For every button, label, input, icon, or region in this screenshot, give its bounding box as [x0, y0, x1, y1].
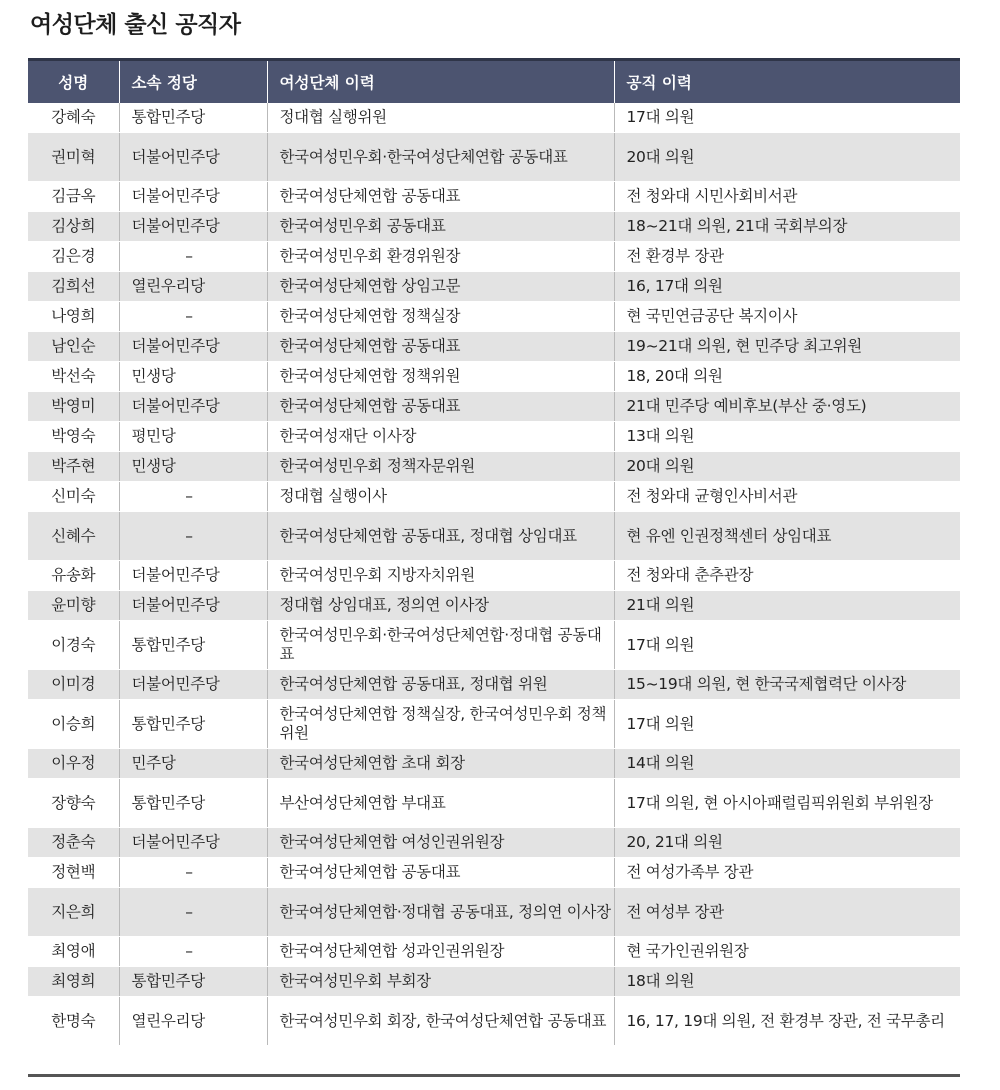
- cell-office: 16, 17대 의원: [614, 272, 960, 302]
- cell-office: 21대 의원: [614, 591, 960, 621]
- cell-history: 한국여성단체연합 성과인권위원장: [267, 937, 614, 967]
- cell-name: 나영희: [28, 302, 119, 332]
- cell-party: 열린우리당: [119, 997, 267, 1046]
- cell-party: 평민당: [119, 422, 267, 452]
- cell-office: 17대 의원: [614, 621, 960, 670]
- table-row: [28, 779, 960, 828]
- cell-history: 한국여성단체연합 초대 회장: [267, 749, 614, 779]
- cell-party: 통합민주당: [119, 621, 267, 670]
- header-history: 여성단체 이력: [267, 60, 614, 104]
- table-row: [28, 302, 960, 332]
- cell-history: 한국여성민우회 정책자문위원: [267, 452, 614, 482]
- cell-history: 정대협 상임대표, 정의연 이사장: [267, 591, 614, 621]
- cell-party: 통합민주당: [119, 700, 267, 749]
- cell-history: 한국여성단체연합 공동대표: [267, 332, 614, 362]
- cell-history: 한국여성민우회 지방자치위원: [267, 561, 614, 591]
- cell-history: 한국여성단체연합 정책위원: [267, 362, 614, 392]
- cell-name: 유송화: [28, 561, 119, 591]
- table-row: [28, 512, 960, 561]
- table-row: [28, 133, 960, 182]
- cell-history: 한국여성민우회 공동대표: [267, 212, 614, 242]
- cell-name: 신혜수: [28, 512, 119, 561]
- cell-party: –: [119, 937, 267, 967]
- officials-table: [28, 58, 960, 1046]
- cell-office: 17대 의원: [614, 103, 960, 133]
- cell-name: 신미숙: [28, 482, 119, 512]
- cell-name: 장향숙: [28, 779, 119, 828]
- table-bottom-rule: [28, 1074, 960, 1077]
- cell-office: 16, 17, 19대 의원, 전 환경부 장관, 전 국무총리: [614, 997, 960, 1046]
- header-row: [28, 60, 960, 104]
- cell-party: 통합민주당: [119, 779, 267, 828]
- cell-party: 민생당: [119, 362, 267, 392]
- cell-name: 김희선: [28, 272, 119, 302]
- cell-name: 이미경: [28, 670, 119, 700]
- cell-party: 더불어민주당: [119, 392, 267, 422]
- table-row: [28, 272, 960, 302]
- table-row: [28, 700, 960, 749]
- cell-name: 정현백: [28, 858, 119, 888]
- cell-history: 한국여성민우회 환경위원장: [267, 242, 614, 272]
- table-body: [28, 103, 960, 1046]
- cell-party: –: [119, 482, 267, 512]
- cell-name: 이승희: [28, 700, 119, 749]
- cell-history: 한국여성단체연합 정책실장, 한국여성민우회 정책위원: [267, 700, 614, 749]
- cell-name: 강혜숙: [28, 103, 119, 133]
- header-name: 성명: [28, 60, 119, 104]
- cell-party: 더불어민주당: [119, 182, 267, 212]
- table-row: [28, 670, 960, 700]
- cell-party: 더불어민주당: [119, 332, 267, 362]
- cell-history: 한국여성단체연합 공동대표: [267, 182, 614, 212]
- cell-office: 전 청와대 춘추관장: [614, 561, 960, 591]
- cell-party: 통합민주당: [119, 967, 267, 997]
- cell-office: 13대 의원: [614, 422, 960, 452]
- cell-history: 한국여성단체연합 공동대표, 정대협 상임대표: [267, 512, 614, 561]
- cell-office: 20대 의원: [614, 133, 960, 182]
- cell-name: 김은경: [28, 242, 119, 272]
- cell-history: 한국여성단체연합 여성인권위원장: [267, 828, 614, 858]
- cell-name: 김금옥: [28, 182, 119, 212]
- cell-party: –: [119, 302, 267, 332]
- cell-party: 더불어민주당: [119, 670, 267, 700]
- table-row: [28, 212, 960, 242]
- cell-history: 한국여성민우회·한국여성단체연합·정대협 공동대표: [267, 621, 614, 670]
- table-row: [28, 561, 960, 591]
- cell-office: 전 환경부 장관: [614, 242, 960, 272]
- cell-office: 전 여성가족부 장관: [614, 858, 960, 888]
- cell-office: 전 여성부 장관: [614, 888, 960, 937]
- cell-name: 최영희: [28, 967, 119, 997]
- cell-party: 더불어민주당: [119, 828, 267, 858]
- cell-history: 한국여성단체연합 정책실장: [267, 302, 614, 332]
- cell-office: 현 유엔 인권정책센터 상임대표: [614, 512, 960, 561]
- cell-history: 한국여성단체연합 공동대표, 정대협 위원: [267, 670, 614, 700]
- cell-name: 박주현: [28, 452, 119, 482]
- cell-history: 한국여성단체연합 상임고문: [267, 272, 614, 302]
- table-row: [28, 888, 960, 937]
- cell-party: 민주당: [119, 749, 267, 779]
- cell-name: 윤미향: [28, 591, 119, 621]
- table-row: [28, 182, 960, 212]
- table-row: [28, 749, 960, 779]
- cell-office: 18~21대 의원, 21대 국회부의장: [614, 212, 960, 242]
- cell-office: 전 청와대 균형인사비서관: [614, 482, 960, 512]
- cell-office: 19~21대 의원, 현 민주당 최고위원: [614, 332, 960, 362]
- cell-office: 18대 의원: [614, 967, 960, 997]
- table-row: [28, 621, 960, 670]
- cell-history: 정대협 실행위원: [267, 103, 614, 133]
- officials-table-wrapper: [28, 58, 960, 1046]
- cell-party: 열린우리당: [119, 272, 267, 302]
- cell-name: 최영애: [28, 937, 119, 967]
- cell-office: 전 청와대 시민사회비서관: [614, 182, 960, 212]
- cell-party: –: [119, 242, 267, 272]
- table-row: [28, 362, 960, 392]
- cell-name: 박영숙: [28, 422, 119, 452]
- table-row: [28, 997, 960, 1046]
- cell-party: –: [119, 888, 267, 937]
- cell-name: 한명숙: [28, 997, 119, 1046]
- cell-history: 한국여성민우회·한국여성단체연합 공동대표: [267, 133, 614, 182]
- table-row: [28, 482, 960, 512]
- cell-name: 박영미: [28, 392, 119, 422]
- cell-history: 한국여성단체연합·정대협 공동대표, 정의연 이사장: [267, 888, 614, 937]
- table-row: [28, 422, 960, 452]
- cell-history: 한국여성민우회 부회장: [267, 967, 614, 997]
- header-party: 소속 정당: [119, 60, 267, 104]
- cell-party: 더불어민주당: [119, 561, 267, 591]
- cell-office: 18, 20대 의원: [614, 362, 960, 392]
- header-office: 공직 이력: [614, 60, 960, 104]
- cell-history: 한국여성민우회 회장, 한국여성단체연합 공동대표: [267, 997, 614, 1046]
- cell-party: 통합민주당: [119, 103, 267, 133]
- table-row: [28, 937, 960, 967]
- cell-name: 지은희: [28, 888, 119, 937]
- table-row: [28, 392, 960, 422]
- cell-party: –: [119, 858, 267, 888]
- table-row: [28, 103, 960, 133]
- table-row: [28, 828, 960, 858]
- cell-history: 정대협 실행이사: [267, 482, 614, 512]
- cell-office: 현 국가인권위원장: [614, 937, 960, 967]
- table-row: [28, 967, 960, 997]
- page-title: 여성단체 출신 공직자: [30, 12, 241, 38]
- cell-party: –: [119, 512, 267, 561]
- cell-history: 한국여성재단 이사장: [267, 422, 614, 452]
- cell-office: 20대 의원: [614, 452, 960, 482]
- cell-party: 더불어민주당: [119, 133, 267, 182]
- cell-party: 민생당: [119, 452, 267, 482]
- cell-name: 정춘숙: [28, 828, 119, 858]
- cell-party: 더불어민주당: [119, 591, 267, 621]
- cell-name: 김상희: [28, 212, 119, 242]
- cell-office: 17대 의원: [614, 700, 960, 749]
- cell-name: 남인순: [28, 332, 119, 362]
- cell-history: 한국여성단체연합 공동대표: [267, 392, 614, 422]
- table-row: [28, 332, 960, 362]
- cell-history: 부산여성단체연합 부대표: [267, 779, 614, 828]
- cell-office: 17대 의원, 현 아시아패럴림픽위원회 부위원장: [614, 779, 960, 828]
- cell-name: 이우정: [28, 749, 119, 779]
- table-row: [28, 242, 960, 272]
- cell-party: 더불어민주당: [119, 212, 267, 242]
- table-row: [28, 452, 960, 482]
- cell-name: 이경숙: [28, 621, 119, 670]
- cell-office: 14대 의원: [614, 749, 960, 779]
- table-row: [28, 591, 960, 621]
- cell-history: 한국여성단체연합 공동대표: [267, 858, 614, 888]
- cell-name: 박선숙: [28, 362, 119, 392]
- table-row: [28, 858, 960, 888]
- cell-office: 15~19대 의원, 현 한국국제협력단 이사장: [614, 670, 960, 700]
- table-header: [28, 60, 960, 104]
- cell-office: 20, 21대 의원: [614, 828, 960, 858]
- cell-name: 권미혁: [28, 133, 119, 182]
- cell-office: 21대 민주당 예비후보(부산 중·영도): [614, 392, 960, 422]
- cell-office: 현 국민연금공단 복지이사: [614, 302, 960, 332]
